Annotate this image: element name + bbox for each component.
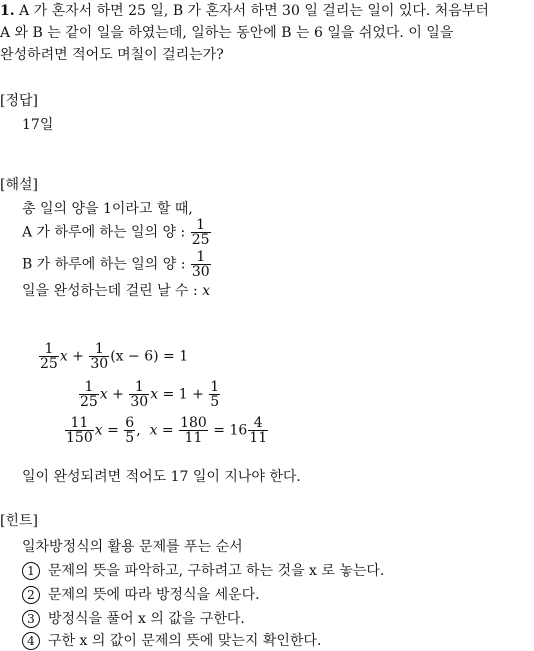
eq1-frac-1-den: 25 [40,356,58,372]
eq2-frac-1 [79,380,99,409]
hint-step-2 [22,586,260,604]
eq2-frac-1-num: 1 [79,380,99,395]
step-number-3: 3 [22,610,40,628]
eq3-frac-4-num: 4 [248,416,268,431]
eq2-x-2: x [150,386,159,403]
variable-x: x [202,283,211,299]
eq3-frac-2-den: 5 [125,430,135,446]
hint-step-1 [22,562,384,580]
hint-title: 일차방정식의 활용 문제를 푸는 순서 [22,539,243,555]
eq2-frac-2-num: 1 [129,380,149,395]
equation-1: $\frac{1}{25}$ x + $\frac{1}{30}$ (x − 6) = 1 [40,341,189,372]
fraction-b-num: 1 [191,250,211,265]
explanation-line-4 [22,282,210,300]
eq1-rest: (x − 6) = 1 [110,348,189,365]
eq3-frac-3-num: 180 [180,415,207,431]
equation-3: $\frac{11}{150}$ x = $\frac{6}{5}$ , x = $\frac{180}{11}$ = 16 $\frac{4}{11}$ [66,415,268,446]
hint-step-4-text: 구한 x 의 값이 문제의 뜻에 맞는지 확인한다. [48,633,322,649]
explanation-line-3-text: B 가 하루에 하는 일의 양 : [22,256,186,273]
fraction-a [191,218,211,247]
step-number-2: 2 [22,586,40,604]
eq1-x-1: x [59,348,68,365]
eq3-frac-2 [124,416,135,445]
hint-step-1-text: 문제의 뜻을 파악하고, 구하려고 하는 것을 x 로 놓는다. [48,563,385,579]
eq2-frac-3-num: 1 [210,379,220,395]
answer-label: [정답] [0,93,38,109]
problem-line-3: 완성하려면 적어도 며칠이 걸리는가? [0,47,224,63]
explanation-line-1: 총 일의 양을 1이라고 할 때, [22,201,193,217]
eq3-frac-4-den: 11 [249,430,268,446]
hint-step-3 [22,610,245,628]
eq2-frac-2-den: 30 [130,394,149,410]
fraction-a-num: 1 [191,218,211,233]
eq1-frac-1-num: 1 [39,342,59,357]
explanation-line-2-text: A 가 하루에 하는 일의 양 : [22,224,186,241]
eq3-frac-2-num: 6 [125,415,135,431]
eq3-mid: = 16 [213,422,248,439]
hint-step-2-text: 문제의 뜻에 따라 방정식을 세운다. [48,587,260,603]
explanation-line-3 [22,250,212,279]
eq3-frac-1-den: 150 [66,430,93,446]
eq2-frac-3-den: 5 [210,394,220,410]
explanation-line-4-text: 일을 완성하는데 걸린 날 수 : [22,283,198,299]
explanation-line-2 [22,218,212,247]
equation-2: $\frac{1}{25}$ x + $\frac{1}{30}$ x = 1 + $\frac{1}{5}$ [80,379,220,410]
problem-line-1 [0,2,489,20]
eq3-frac-1-num: 11 [65,416,94,431]
hint-label: [힌트] [0,513,38,529]
step-number-1: 1 [22,562,40,580]
eq2-frac-2 [129,380,149,409]
eq1-frac-2 [89,342,109,371]
problem-number: 1. [0,3,15,19]
explanation-conclusion: 일이 완성되려면 적어도 17 일이 지나야 한다. [22,469,301,485]
fraction-a-den: 25 [191,232,210,248]
explanation-label: [해설] [0,177,38,193]
eq1-frac-2-den: 30 [90,356,109,372]
fraction-b-den: 30 [191,264,210,280]
hint-step-3-text: 방정식을 풀어 x 의 값을 구한다. [48,611,245,627]
eq1-frac-2-num: 1 [89,342,109,357]
problem-line-2: A 와 B 는 같이 일을 하였는데, 일하는 동안에 B 는 6 일을 쉬었다. 이 일을 [0,25,454,41]
eq3-frac-4 [248,416,268,445]
eq2-mid: = 1 + [162,386,204,403]
answer-value: 17일 [22,117,54,133]
eq2-x-1: x [99,386,108,403]
eq3-x-1: x [94,422,103,439]
hint-step-4 [22,632,321,650]
eq3-frac-3-den: 11 [184,430,203,446]
problem-text-1: A 가 혼자서 하면 25 일, B 가 혼자서 하면 30 일 걸리는 일이 있다. 처음부터 [19,3,489,19]
eq1-frac-1 [39,342,59,371]
fraction-b [191,250,211,279]
eq3-xeq: x = [149,422,174,439]
eq3-frac-1 [65,416,94,445]
step-number-4: 4 [22,632,40,650]
eq3-frac-3 [179,416,208,445]
eq2-frac-1-den: 25 [80,394,98,410]
eq2-frac-3 [209,380,220,409]
